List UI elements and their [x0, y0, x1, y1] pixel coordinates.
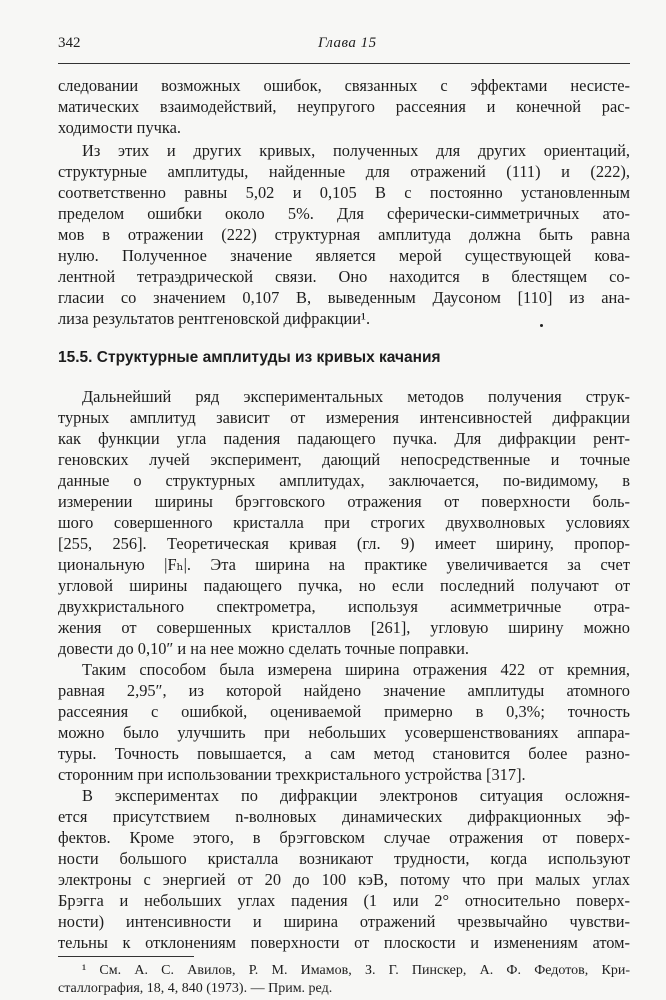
footnote-rule — [58, 956, 194, 957]
section-heading: 15.5. Структурные амплитуды из кривых качания — [58, 349, 441, 366]
text-line: циональную |Fₕ|. Эта ширина на практике увеличивается за счет — [58, 555, 630, 574]
text-line: довести до 0,10″ и на нее можно сделать точные поправки. — [58, 639, 469, 658]
text-line: лентной тетраэдрической связи. Оно находится в блестящем со- — [58, 267, 630, 286]
ink-speck — [540, 324, 543, 327]
text-line: электроны с энергией от 20 до 100 кэВ, потому что при малых углах — [58, 870, 630, 889]
text-line: В экспериментах по дифракции электронов ситуация осложня- — [82, 786, 630, 805]
text-line: турных амплитуд зависит от измерения интенсивностей дифракции — [58, 408, 630, 427]
text-line: рассеяния с ошибкой, оцениваемой примерно в 0,3%; точность — [58, 702, 630, 721]
text-line: можно было улучшить при небольших усовершенствованиях аппара- — [58, 723, 630, 742]
text-line: ности) интенсивности и ширина отражений чрезвычайно чувстви- — [58, 912, 630, 931]
page-number: 342 — [58, 35, 81, 51]
text-line: как функции угла падения падающего пучка. Для дифракции рент- — [58, 429, 630, 448]
text-line: сторонним при использовании трехкристального устройства [317]. — [58, 765, 526, 784]
text-line: нулю. Полученное значение является мерой существующей кова- — [58, 246, 630, 265]
text-line: туры. Точность повышается, а сам метод становится более разно- — [58, 744, 630, 763]
text-line: матических взаимодействий, неупругого рассеяния и конечной рас- — [58, 97, 630, 116]
text-line: следовании возможных ошибок, связанных с эффектами несисте- — [58, 76, 630, 95]
text-line: Из этих и других кривых, полученных для других ориентаций, — [82, 141, 630, 160]
text-line: измерении ширины брэгговского отражения от поверхности боль- — [58, 492, 630, 511]
chapter-title: Глава 15 — [318, 35, 377, 51]
text-line: ности большого кристалла возникают трудности, когда используют — [58, 849, 630, 868]
text-line: равная 2,95″, из которой найдено значение амплитуды атомного — [58, 681, 630, 700]
text-line: мов в отражении (222) структурная амплитуда должна быть равна — [58, 225, 630, 244]
text-line: двухкристального спектрометра, используя асимметричные отра- — [58, 597, 630, 616]
text-line: угловой ширины падающего пучка, но если последний получают от — [58, 576, 630, 595]
text-line: Брэгга и небольших углах падения (1 или 2° относительно поверх- — [58, 891, 630, 910]
text-line: соответственно равны 5,02 и 0,105 В с постоянно установленным — [58, 183, 630, 202]
text-line: Таким способом была измерена ширина отражения 422 от кремния, — [82, 660, 630, 679]
text-line: пределом ошибки около 5%. Для сферически-симметричных ато- — [58, 204, 630, 223]
text-line: [255, 256]. Теоретическая кривая (гл. 9) имеет ширину, пропор- — [58, 534, 630, 553]
footnote-line: ¹ См. А. С. Авилов, Р. М. Имамов, З. Г. Пинскер, А. Ф. Федотов, Кри- — [82, 963, 630, 978]
text-line: тельны к отклонениям поверхности от плоскости и изменениям атом- — [58, 933, 630, 952]
text-line: данные о структурных амплитудах, заключается, по-видимому, в — [58, 471, 630, 490]
text-line: гласии со значением 0,107 В, выведенным Даусоном [110] из ана- — [58, 288, 630, 307]
text-line: Дальнейший ряд экспериментальных методов получения струк- — [82, 387, 630, 406]
text-line: жения от совершенных кристаллов [261], угловую ширину можно — [58, 618, 630, 637]
text-line: ется присутствием n-волновых динамических дифракционных эф- — [58, 807, 630, 826]
text-line: геновских лучей эксперимент, дающий непосредственные и точные — [58, 450, 630, 469]
text-line: лиза результатов рентгеновской дифракции¹. — [58, 309, 371, 328]
header-rule — [58, 63, 630, 64]
text-line: шого совершенного кристалла при строгих двухволновых условиях — [58, 513, 630, 532]
text-line: структурные амплитуды, найденные для отражений (111) и (222), — [58, 162, 630, 181]
footnote-line: сталлография, 18, 4, 840 (1973). — Прим. ред. — [58, 981, 333, 996]
text-line: фектов. Кроме этого, в брэгговском случае отражения от поверх- — [58, 828, 630, 847]
text-line: ходимости пучка. — [58, 118, 181, 137]
